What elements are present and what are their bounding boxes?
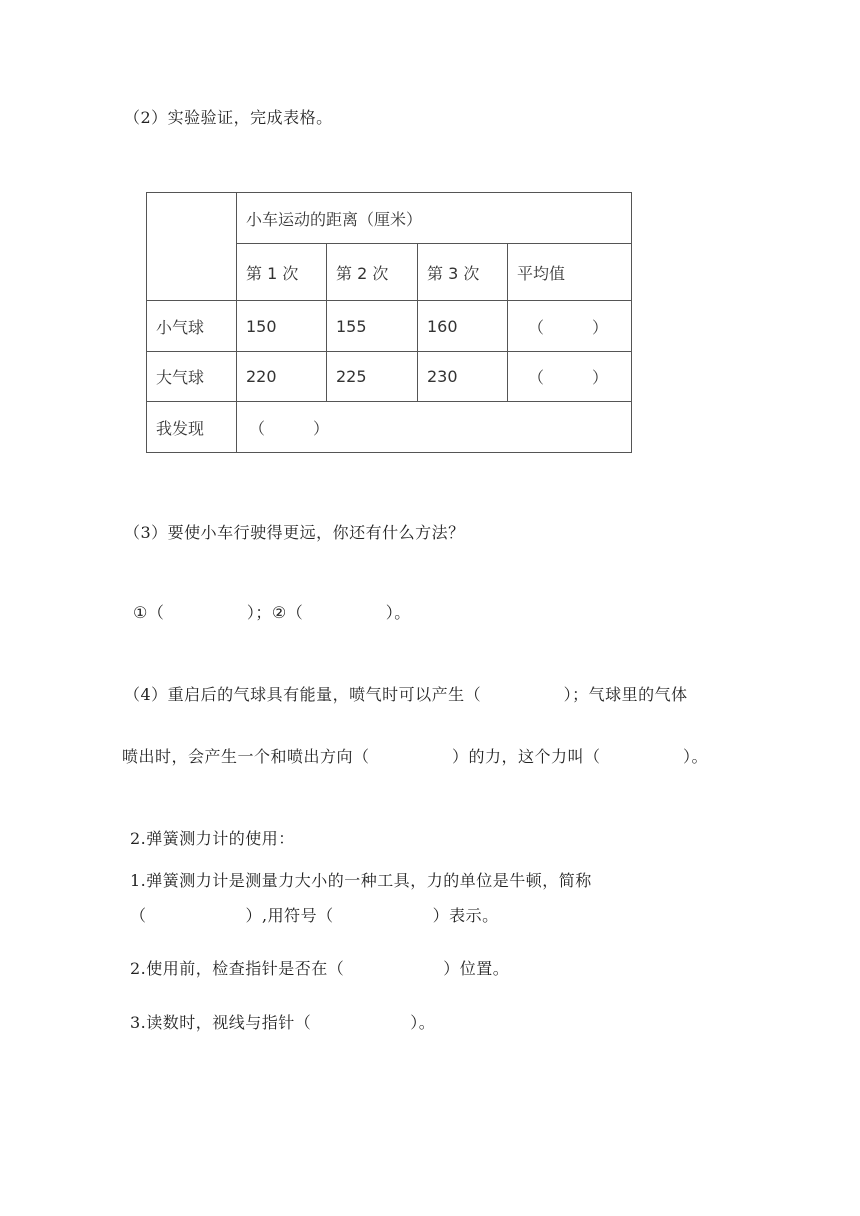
experiment-table: [146, 192, 632, 453]
table-row: [147, 301, 632, 352]
section-2-item-2: 2.使用前，检查指针是否在（ ）位置。: [130, 959, 510, 978]
table-cell: 230: [418, 352, 508, 402]
table-cell: 150: [237, 301, 327, 352]
table-cell: 225: [327, 352, 418, 402]
column-header-average: 平均值: [508, 244, 632, 301]
section-2-title: 2.弹簧测力计的使用：: [130, 829, 295, 848]
column-header-trial-2: 第 2 次: [327, 244, 418, 301]
question-3-heading: （3）要使小车行驶得更远，你还有什么方法？: [124, 523, 465, 542]
question-3-answer-blanks[interactable]: ①（ ）；②（ ）。: [133, 603, 411, 622]
row-label-large-balloon: 大气球: [147, 352, 237, 402]
section-2-item-1-line-2: （ ）,用符号（ ）表示。: [130, 906, 499, 925]
average-blank[interactable]: （ ）: [508, 301, 632, 352]
table-header-main: 小车运动的距离（厘米）: [237, 193, 632, 244]
column-header-trial-3: 第 3 次: [418, 244, 508, 301]
table-cell: 160: [418, 301, 508, 352]
question-2-heading: （2）实验验证，完成表格。: [124, 108, 333, 127]
section-2-item-3: 3.读数时，视线与指针（ ）。: [130, 1013, 436, 1032]
section-2-item-1-line-1: 1.弹簧测力计是测量力大小的一种工具，力的单位是牛顿，简称: [130, 871, 592, 890]
finding-blank[interactable]: （ ）: [237, 402, 632, 453]
table-row: [147, 352, 632, 402]
row-label-small-balloon: 小气球: [147, 301, 237, 352]
table-corner-cell: [147, 193, 237, 301]
table-row: [147, 402, 632, 453]
table-cell: 220: [237, 352, 327, 402]
average-blank[interactable]: （ ）: [508, 352, 632, 402]
column-header-trial-1: 第 1 次: [237, 244, 327, 301]
question-4-line-2: 喷出时，会产生一个和喷出方向（ ）的力，这个力叫（ ）。: [122, 747, 709, 766]
question-4-line-1: （4）重启后的气球具有能量，喷气时可以产生（ ）；气球里的气体: [124, 685, 688, 704]
row-label-finding: 我发现: [147, 402, 237, 453]
table-cell: 155: [327, 301, 418, 352]
